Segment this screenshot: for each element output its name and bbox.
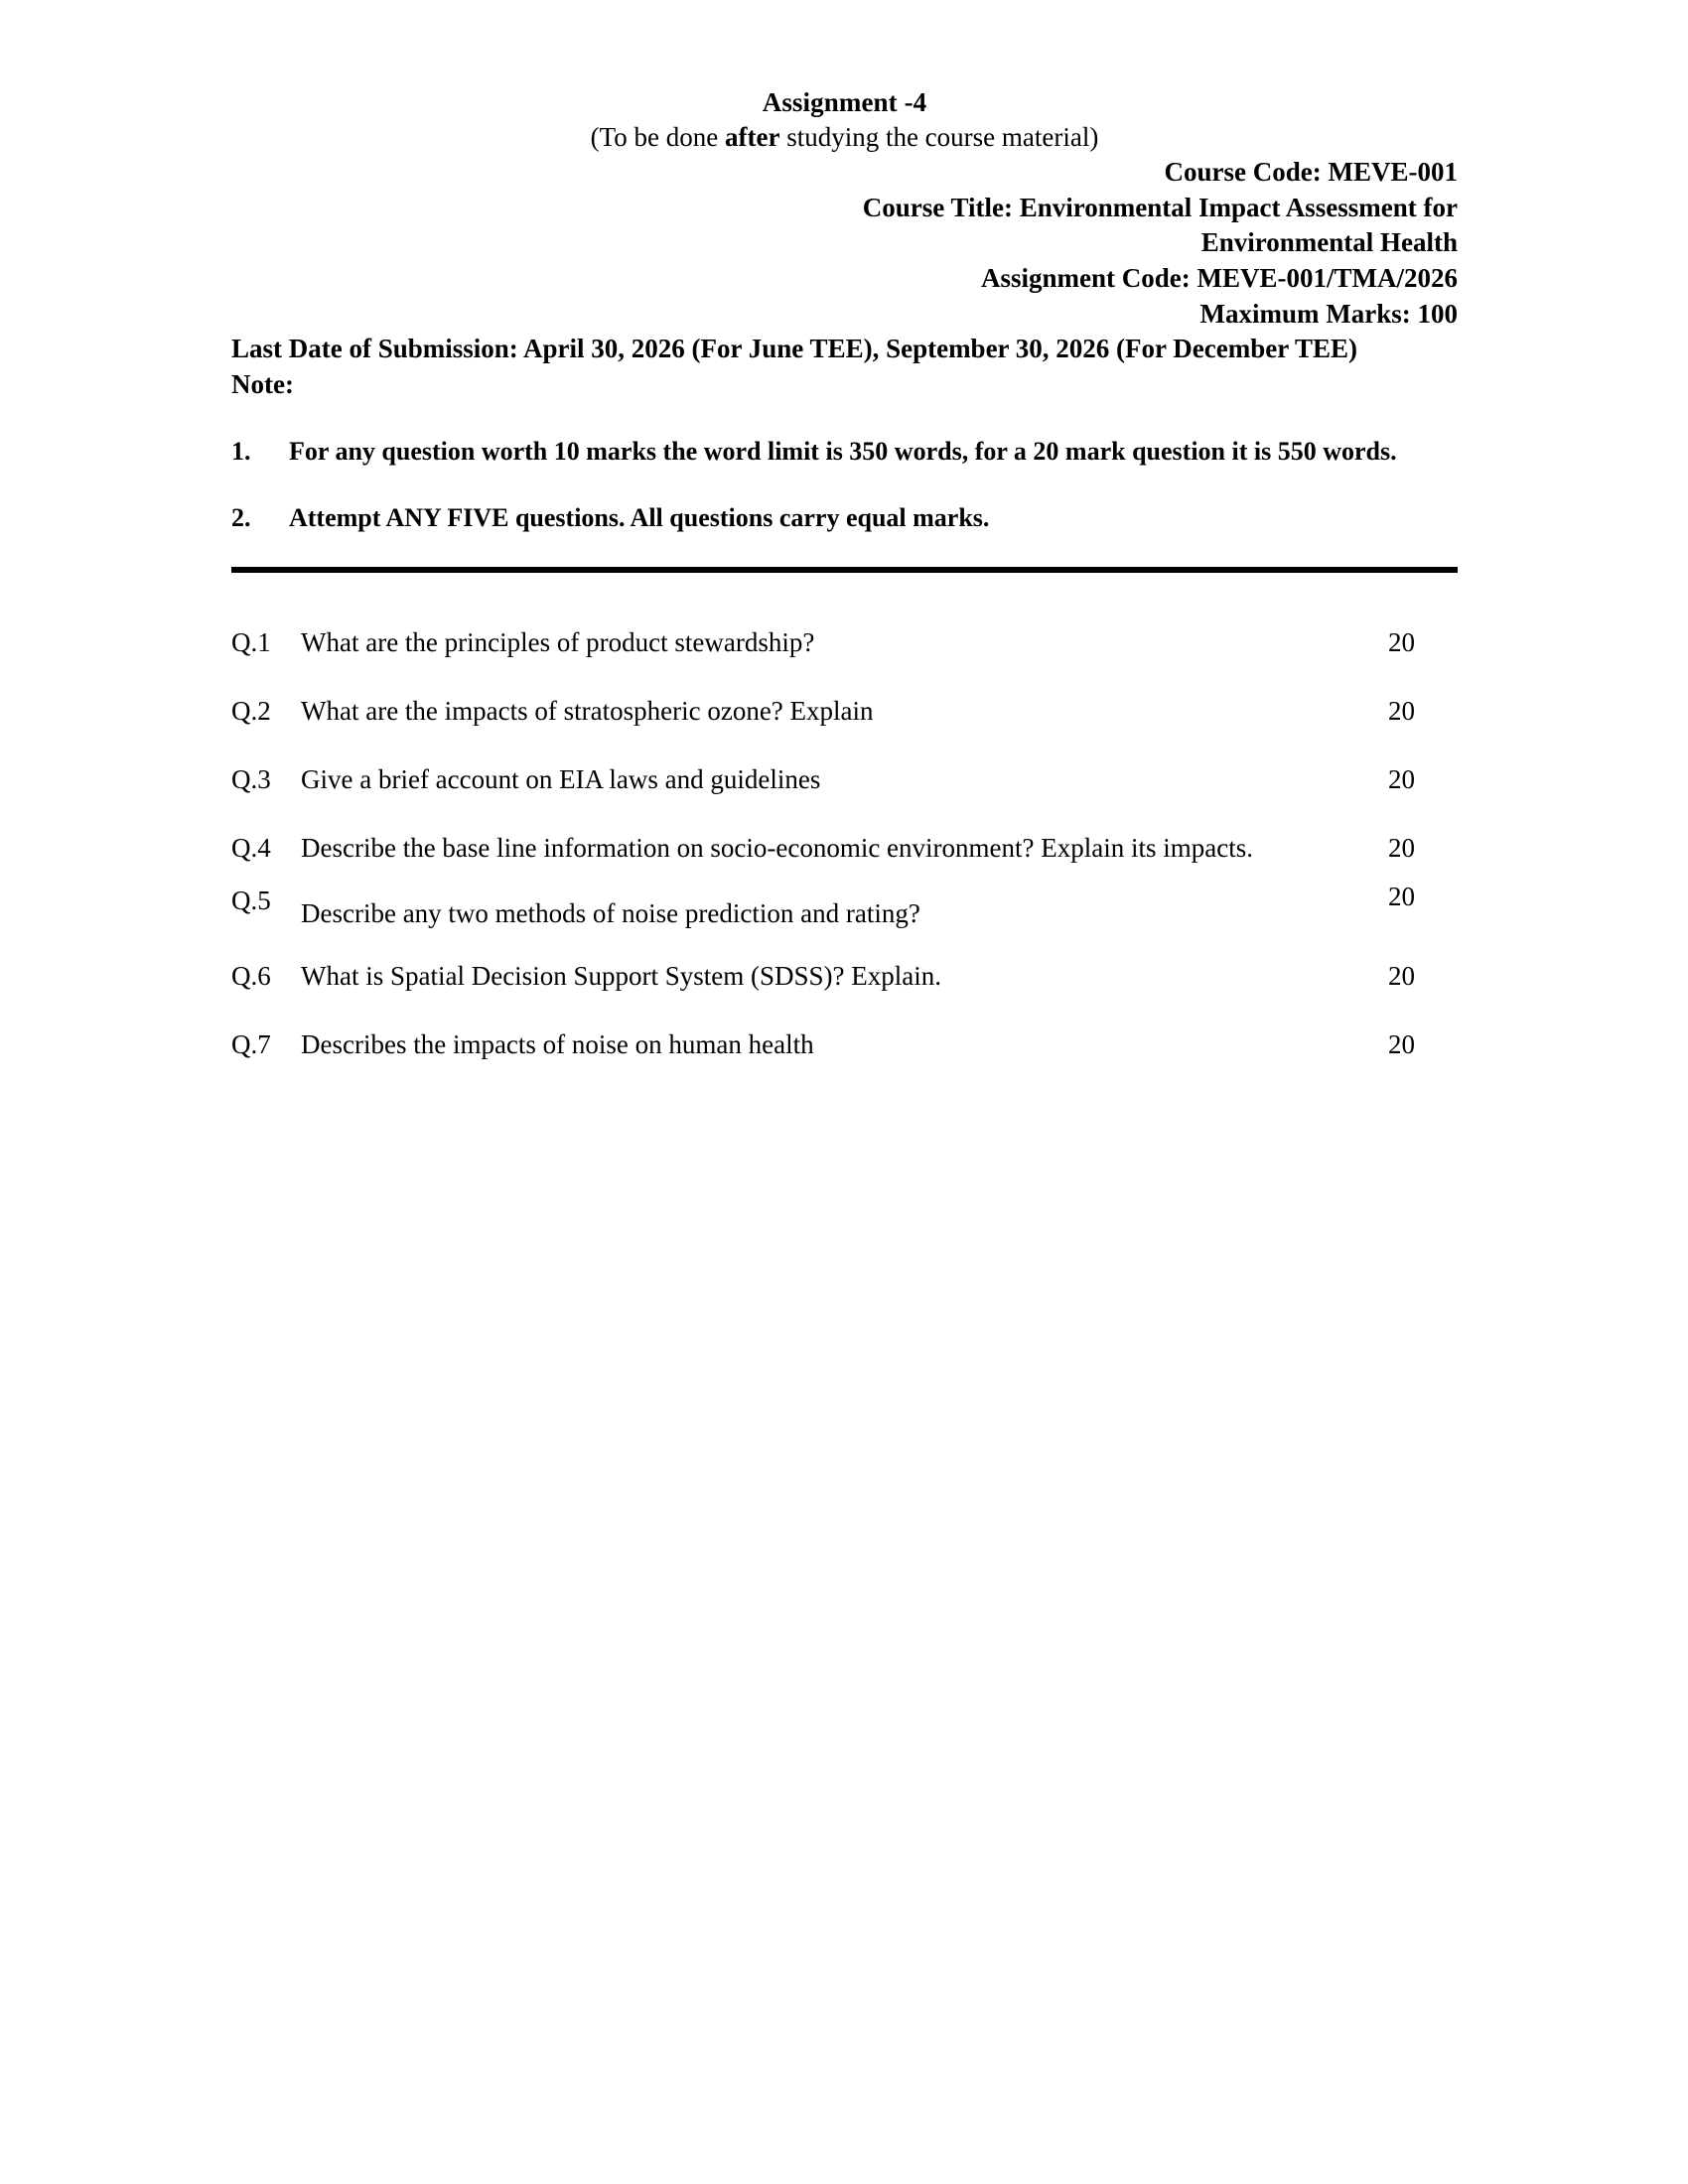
question-row: [231, 757, 1458, 803]
question-text: Give a brief account on EIA laws and guidelines: [301, 763, 821, 794]
last-date-of-submission: Last Date of Submission: April 30, 2026 (For June TEE), September 30, 2026 (For December TEE): [231, 334, 1357, 364]
course-code: Course Code: MEVE-001: [1164, 157, 1458, 188]
header-block: [231, 85, 1458, 403]
question-row: [231, 954, 1458, 1000]
question-number: Q.7: [231, 1029, 271, 1060]
question-row: [231, 689, 1458, 735]
question-number: Q.2: [231, 695, 271, 726]
note-text: Attempt ANY FIVE questions. All questions carry equal marks.: [289, 503, 990, 533]
question-row: [231, 881, 1458, 933]
question-number: Q.6: [231, 961, 271, 992]
subtitle-suffix: studying the course material): [779, 122, 1099, 153]
question-number: Q.5: [231, 885, 271, 915]
question-text: What is Spatial Decision Support System (SDSS)? Explain.: [301, 961, 941, 992]
question-row: [231, 620, 1458, 666]
maximum-marks: Maximum Marks: 100: [1199, 298, 1458, 329]
question-number: Q.4: [231, 832, 271, 863]
note-number: 2.: [231, 503, 251, 533]
question-marks: 20: [1388, 763, 1415, 794]
question-marks: 20: [1388, 881, 1415, 911]
course-title-line-1: Course Title: Environmental Impact Assessment for: [862, 192, 1458, 222]
question-text: What are the impacts of stratospheric ozone? Explain: [301, 695, 874, 726]
question-number: Q.1: [231, 626, 271, 657]
question-text: Describes the impacts of noise on human health: [301, 1029, 814, 1060]
note-label: Note:: [231, 368, 294, 399]
question-marks: 20: [1388, 695, 1415, 726]
question-marks: 20: [1388, 1029, 1415, 1060]
questions-list: [231, 620, 1458, 1068]
subtitle-emphasis: after: [724, 122, 780, 153]
question-marks: 20: [1388, 626, 1415, 657]
question-row: [231, 826, 1458, 872]
note-text: For any question worth 10 marks the word limit is 350 words, for a 20 mark question it is 550 words.: [289, 436, 1397, 466]
note-item: [231, 433, 1458, 471]
section-divider: [231, 567, 1458, 573]
subtitle-prefix: (To be done: [590, 122, 725, 153]
course-title-line-2: Environmental Health: [1200, 227, 1458, 258]
question-marks: 20: [1388, 832, 1415, 863]
question-marks: 20: [1388, 961, 1415, 992]
assignment-code: Assignment Code: MEVE-001/TMA/2026: [981, 263, 1458, 294]
note-item: [231, 499, 1458, 537]
assignment-subtitle: [231, 120, 1458, 155]
notes-list: [231, 433, 1458, 537]
assignment-title: Assignment -4: [762, 87, 927, 117]
question-text: Describe the base line information on socio-economic environment? Explain its impacts.: [301, 832, 1253, 863]
question-number: Q.3: [231, 763, 271, 794]
note-number: 1.: [231, 436, 251, 466]
header-right-block: [231, 155, 1458, 332]
question-text: What are the principles of product stewardship?: [301, 626, 815, 657]
question-text: Describe any two methods of noise prediction and rating?: [301, 897, 920, 928]
document-content: [231, 85, 1458, 1088]
question-row: [231, 1023, 1458, 1068]
